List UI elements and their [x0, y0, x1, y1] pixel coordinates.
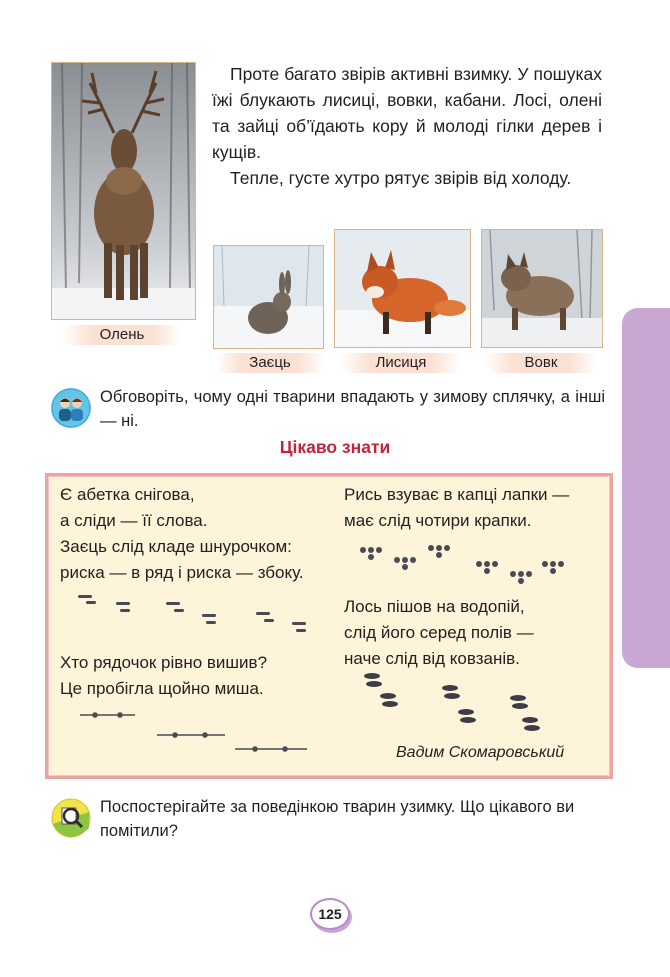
- poem-line: Хто рядочок рівно вишив?: [60, 653, 268, 672]
- wolf-photo: [481, 229, 603, 348]
- hare-image: [214, 246, 323, 348]
- poem-line: Це пробігла щойно миша.: [60, 679, 264, 698]
- page-number: 125: [310, 898, 350, 930]
- fox-photo: [334, 229, 471, 348]
- lynx-tracks: [355, 540, 575, 585]
- moose-tracks: [360, 668, 560, 736]
- fox-image: [335, 230, 470, 347]
- discussion-icon: [51, 388, 91, 428]
- fox-caption: Лисиця: [340, 353, 462, 373]
- fact-heading: Цікаво знати: [279, 437, 391, 457]
- observation-text: Поспостерігайте за поведінкою тварин узимку. Що цікавого ви помітили?: [100, 798, 575, 840]
- wolf-caption: Вовк: [485, 353, 597, 373]
- intro-paragraph-2: Тепле, густе хутро рятує звірів від холоду.: [230, 168, 572, 188]
- wolf-image: [482, 230, 602, 347]
- poem-line: Є абетка снігова,: [60, 485, 195, 504]
- poem-right-stanza-2: [344, 594, 534, 672]
- side-tab: [622, 308, 670, 668]
- mouse-tracks: [75, 705, 315, 760]
- poem-line: наче слід від ковзанів.: [344, 649, 520, 668]
- poem-right-stanza-1: [344, 482, 569, 534]
- deer-caption: Олень: [62, 325, 182, 345]
- hare-tracks: [70, 590, 330, 640]
- intro-text: [212, 61, 602, 191]
- deer-photo: [51, 62, 196, 320]
- poem-line: Заєць слід кладе шнурочком:: [60, 537, 292, 556]
- poem-line: слід його серед полів —: [344, 623, 534, 642]
- discussion-text: Обговоріть, чому одні тварини впадають у зимову сплячку, а інші — ні.: [100, 388, 605, 430]
- magnifier-icon: [51, 798, 91, 838]
- poem-left-stanza-2: [60, 650, 267, 702]
- poem-left-stanza-1: [60, 482, 304, 586]
- poem-line: Лось пішов на водопій,: [344, 597, 525, 616]
- hare-photo: [213, 245, 324, 349]
- poem-author: Вадим Скомаровський: [396, 744, 565, 761]
- poem-line: а сліди — її слова.: [60, 511, 208, 530]
- intro-paragraph-1: Проте багато звірів активні взимку. У пошуках їжі блукають лисиці, вовки, кабани. Лосі, олені та зайці об’їдають кору й молоді гілки дерев і кущів.: [212, 64, 602, 162]
- search-icon: [51, 798, 91, 838]
- poem-line: Рись взуває в капці лапки —: [344, 485, 570, 504]
- hare-caption: Заєць: [215, 353, 325, 373]
- poem-line: риска — в ряд і риска — збоку.: [60, 563, 304, 582]
- deer-image: [52, 63, 195, 319]
- people-icon: [51, 388, 91, 428]
- poem-line: має слід чотири крапки.: [344, 511, 532, 530]
